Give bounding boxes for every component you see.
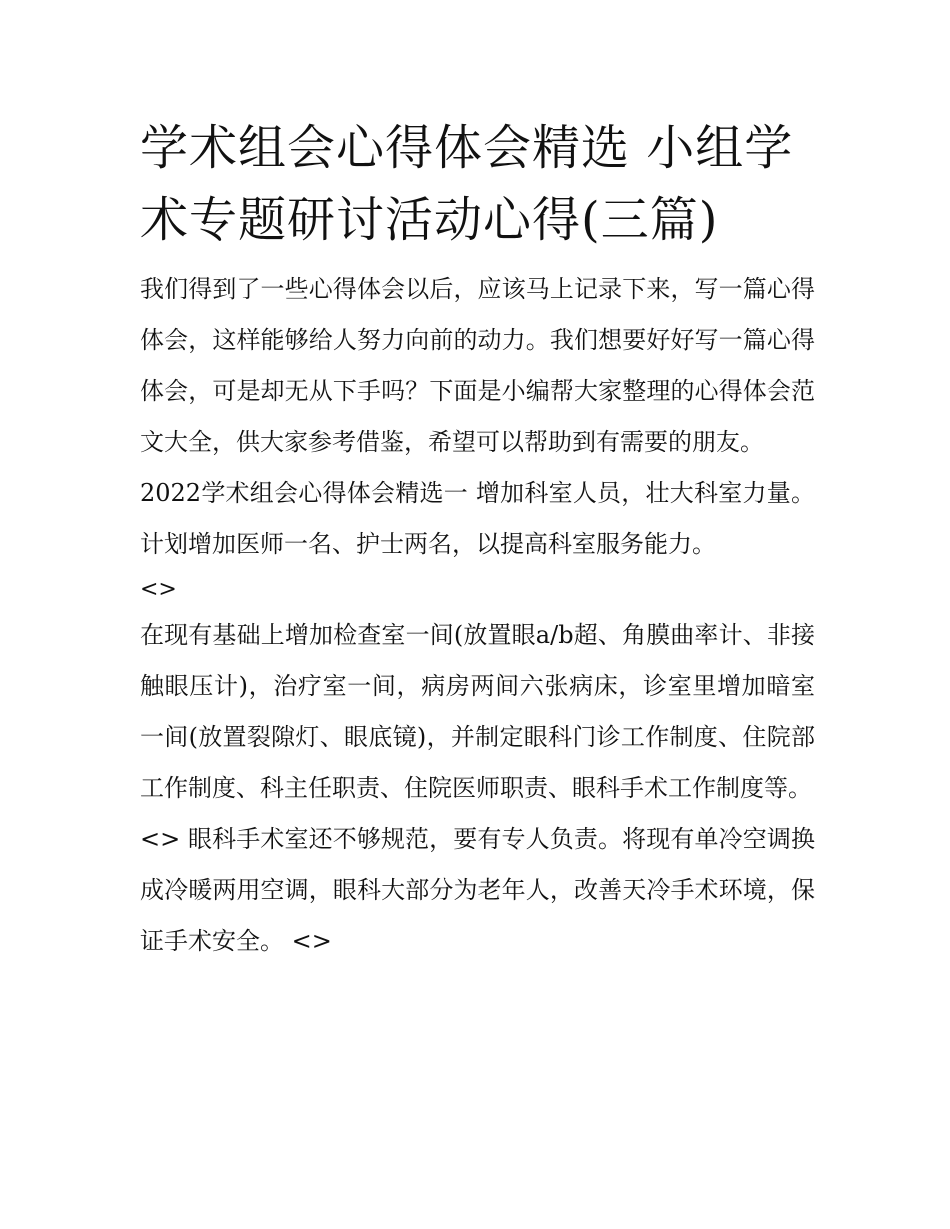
- document-title: 学术组会心得体会精选 小组学术专题研讨活动心得(三篇): [140, 120, 794, 248]
- document-page: [140, 112, 815, 967]
- placeholder-marker: <>: [140, 577, 177, 602]
- surgery-room-paragraph: <> 眼科手术室还不够规范，要有专人负责。将现有单冷空调换成冷暖两用空调，眼科大部分为老年人，改善天冷手术环境，保证手术安全。 <>: [140, 825, 815, 955]
- section-one-paragraph: 2022学术组会心得体会精选一 增加科室人员，壮大科室力量。计划增加医师一名、护士两名，以提高科室服务能力。: [140, 479, 815, 558]
- intro-paragraph: 我们得到了一些心得体会以后，应该马上记录下来，写一篇心得体会，这样能够给人努力向前的动力。我们想要好好写一篇心得体会，可是却无从下手吗？下面是小编帮大家整理的心得体会范文大全，供大家参考借鉴，希望可以帮助到有需要的朋友。: [140, 275, 815, 456]
- rooms-paragraph: 在现有基础上增加检查室一间(放置眼a/b超、角膜曲率计、非接触眼压计)，治疗室一间，病房两间六张病床，诊室里增加暗室一间(放置裂隙灯、眼底镜)，并制定眼科门诊工作制度、住院部工作制度、科主任职责、住院医师职责、眼科手术工作制度等。: [140, 621, 815, 802]
